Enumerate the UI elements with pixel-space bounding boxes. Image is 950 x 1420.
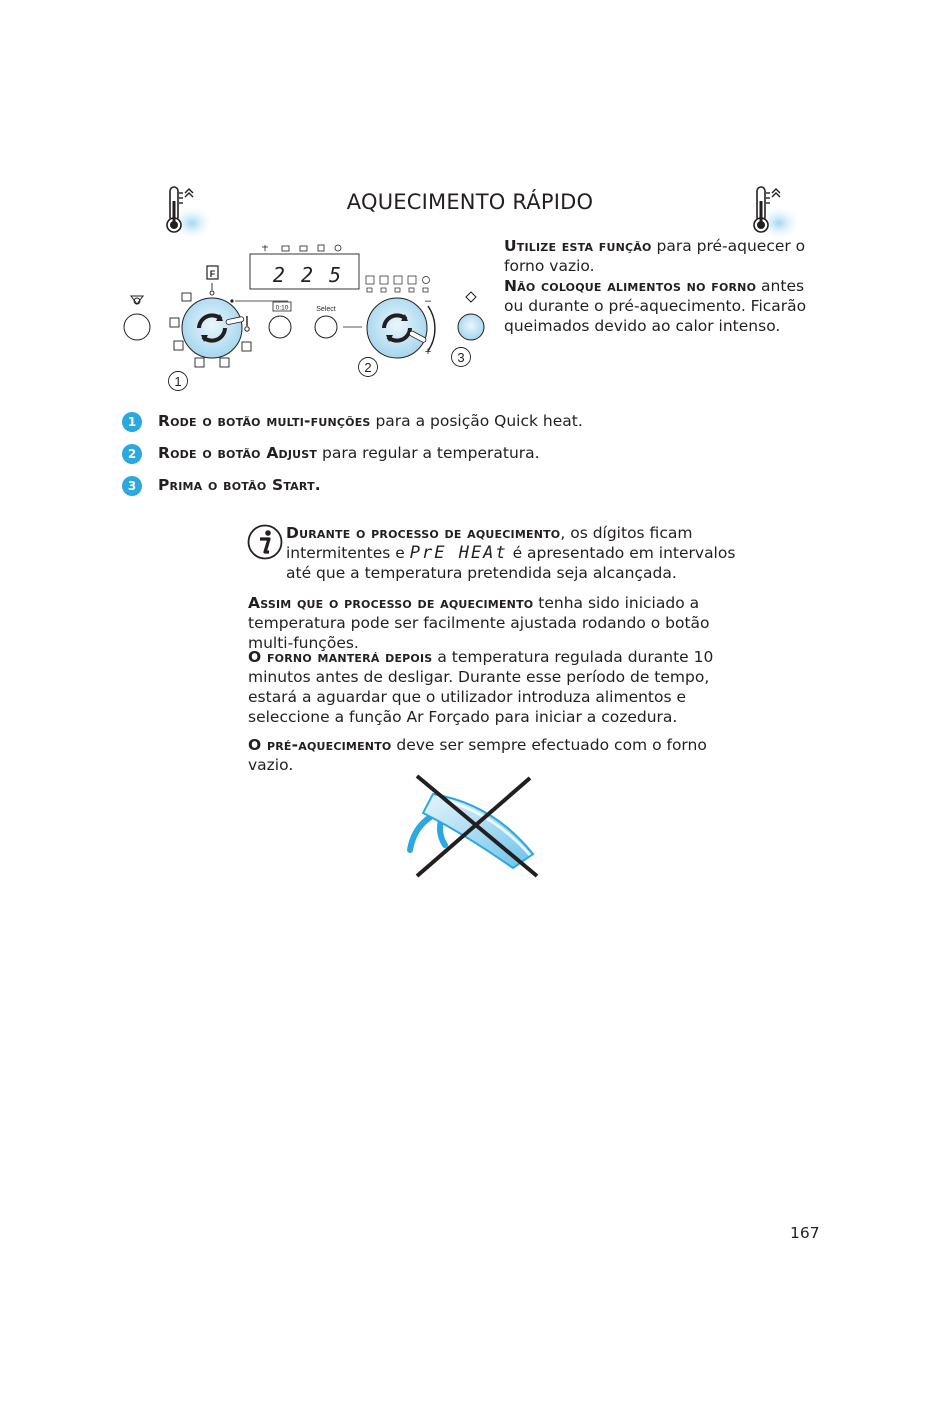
crossed-out-food-icon xyxy=(405,770,545,880)
start-icon xyxy=(466,292,476,302)
turbo-grill-icon xyxy=(242,342,251,351)
paragraph-empty-oven: O pré-aquecimento deve ser sempre efectuado com o forno vazio. xyxy=(248,736,707,774)
clock-label: 0:10 xyxy=(275,304,289,312)
multi-function-knob[interactable] xyxy=(182,298,244,358)
preheat-display-text: PrE HEAt xyxy=(409,543,508,563)
defrost-icon xyxy=(220,358,229,367)
adjust-knob[interactable] xyxy=(367,298,427,358)
callout-2 xyxy=(359,358,378,377)
adjust-range-arc xyxy=(428,306,435,351)
svg-text:3: 3 xyxy=(457,350,465,365)
clock-button[interactable] xyxy=(269,316,291,338)
page-number: 167 xyxy=(790,1224,820,1242)
paragraph-hold: O forno manterá depois a temperatura regulada durante 10 minutos antes de desligar. Durante esse período de tempo, estará a aguardar que o utilizador introduza alimentos e seleccione a função Ar Forçado para iniciar a cozedura. xyxy=(248,648,714,726)
function-f-label: F xyxy=(209,269,216,279)
step-number: 2 xyxy=(122,444,142,464)
intro-paragraph-2: Não coloque alimentos no forno antes ou durante o pré-aquecimento. Ficarão queimados devido ao calor intenso. xyxy=(504,277,807,335)
quick-heat-thermometer-icon xyxy=(747,183,807,243)
display-value: 2 2 5 xyxy=(272,263,344,287)
grill-mode-icon xyxy=(182,293,191,301)
svg-text:1: 1 xyxy=(174,374,182,389)
display-status-icons xyxy=(262,245,341,251)
paragraph-adjust: Assim que o processo de aquecimento tenha sido iniciado a temperatura pode ser facilmente ajustada rodando o botão multi-funções. xyxy=(248,594,710,652)
callout-1 xyxy=(169,372,188,391)
lamp-icon xyxy=(131,296,143,304)
info-icon xyxy=(246,523,284,561)
plus-label: + xyxy=(424,346,432,358)
intro-text xyxy=(504,236,824,336)
adjust-mode-icons xyxy=(366,276,430,292)
intro-paragraph-1: Utilize esta função para pré-aquecer o forno vazio. xyxy=(504,237,806,275)
left-round-button[interactable] xyxy=(124,314,150,340)
step-2: 2 Rode o botão Adjust para regular a temperatura. xyxy=(122,443,540,464)
select-button[interactable] xyxy=(315,316,337,338)
fan-mode-icon xyxy=(195,358,204,367)
start-button[interactable] xyxy=(458,314,484,340)
control-panel-diagram xyxy=(110,238,500,398)
info-note: Durante o processo de aquecimento, os dígitos ficam intermitentes e PrE HEAt é apresentado em intervalos até que a temperatura pretendida seja alcançada. xyxy=(286,524,736,582)
step-number: 1 xyxy=(122,412,142,432)
step-1: 1 Rode o botão multi-funções para a posição Quick heat. xyxy=(122,411,583,432)
svg-text:2: 2 xyxy=(364,360,372,375)
conventional-mode-icon xyxy=(170,318,179,327)
quick-heat-thermometer-icon xyxy=(160,183,220,243)
select-label: Select xyxy=(316,306,336,313)
step-3: 3 Prima o botão Start. xyxy=(122,475,321,496)
page-title: AQUECIMENTO RÁPIDO xyxy=(346,190,594,214)
step-number: 3 xyxy=(122,476,142,496)
bottom-heat-icon xyxy=(174,341,183,350)
callout-3 xyxy=(452,348,471,367)
minus-label: – xyxy=(424,295,432,307)
